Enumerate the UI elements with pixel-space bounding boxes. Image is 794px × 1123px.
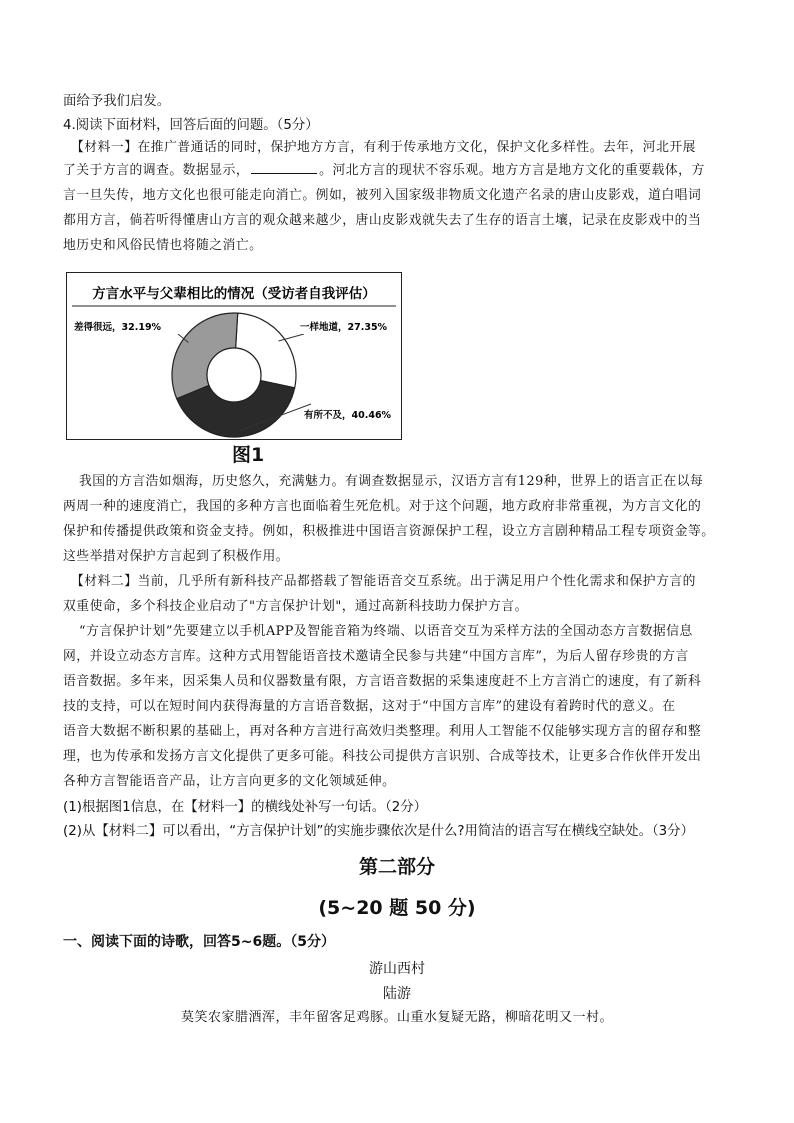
- slice-label-1: 有所不及，40.46%: [304, 410, 392, 421]
- material-1-line-3: 言一旦失传，地方文化也很可能走向消亡。例如，被列入国家级非物质文化遗产名录的唐山皮影戏，道白唱词: [63, 188, 702, 203]
- paragraph-4-line-6: 理，也为传承和发扬方言文化提供了更多可能。科技公司提供方言识别、合成等技术，让更多合作伙伴开发出: [63, 749, 702, 764]
- paragraph-4-line-2: 网，并设立动态方言库。这种方式用智能语音技术邀请全民参与共建“中国方言库”，为后人留存珍贵的方言: [63, 649, 689, 664]
- question-4-heading: 4.阅读下面材料，回答后面的问题。（5分）: [63, 118, 319, 133]
- chart-title: 方言水平与父辈相比的情况（受访者自我评估）: [92, 286, 376, 302]
- material-1-line-2: [63, 161, 705, 181]
- section-1-heading: 一、阅读下面的诗歌，回答5~6题。（5分）: [63, 934, 335, 950]
- continuation-text: 面给予我们启发。: [63, 94, 171, 109]
- paragraph-2-line-4: 这些举措对保护方言起到了积极作用。: [63, 549, 290, 564]
- slice-label-0: 一样地道，27.35%: [300, 322, 388, 333]
- figure-caption: 图1: [232, 444, 265, 466]
- part-2-heading: 第二部分: [358, 856, 435, 878]
- paragraph-4-line-5: 语音大数据不断积累的基础上，再对各种方言进行高效归类整理。利用人工智能不仅能够实现方言的留存和整: [63, 724, 702, 739]
- donut-chart-figure: [66, 272, 402, 440]
- paragraph-4-line-3: 语音数据。多年来，因采集人员和仪器数量有限，方言语音数据的采集速度赶不上方言消亡的速度，有了新科: [63, 674, 702, 689]
- slice-label-2: 差得很远，32.19%: [74, 322, 162, 333]
- paragraph-2-line-2: 两周一种的速度消亡，我国的多种方言也面临着生死危机。对于这个问题，地方政府非常重视，为方言文化的: [63, 499, 702, 514]
- sub-question-2: (2)从【材料二】可以看出，“方言保护计划”的实施步骤依次是什么?用简洁的语言写在横线空缺处。（3分）: [63, 824, 694, 839]
- material-1-line-2-a: 了关于方言的调查。数据显示，: [63, 163, 250, 178]
- paragraph-4-line-1: “方言保护计划”先要建立以手机APP及智能音箱为终端、以语音交互为采样方法的全国动态方言数据信息: [79, 624, 693, 639]
- paragraph-4-line-7: 各种方言智能语音产品，让方言向更多的文化领域延伸。: [63, 774, 396, 789]
- material-1-line-4: 都用方言，倘若听得懂唐山方言的观众越来越少，唐山皮影戏就失去了生存的语言土壤，记录在皮影戏中的当: [63, 213, 702, 228]
- paragraph-2-line-3: 保护和传播提供政策和资金支持。例如，积极推进中国语言资源保护工程，设立方言剧种精品工程专项资金等。: [63, 524, 715, 539]
- material-2-line-1: 【材料二】当前，几乎所有新科技产品都搭载了智能语音交互系统。出于满足用户个性化需求和保护方言的: [71, 574, 696, 589]
- poem-title: 游山西村: [369, 961, 425, 977]
- sub-question-1: (1)根据图1信息，在【材料一】的横线处补写一句话。（2分）: [63, 800, 428, 815]
- poem-author: 陆游: [383, 986, 411, 1002]
- material-2-line-2: 双重使命，多个科技企业启动了"方言保护计划"，通过高新科技助力保护方言。: [63, 599, 528, 614]
- fill-in-blank[interactable]: [251, 161, 317, 174]
- poem-text: 莫笑农家腊酒浑，丰年留客足鸡豚。山重水复疑无路，柳暗花明又一村。: [180, 1010, 613, 1025]
- material-1-line-5: 地历史和风俗民情也将随之消亡。: [63, 238, 263, 253]
- paragraph-2-line-1: 我国的方言浩如烟海，历史悠久，充满魅力。有调查数据显示，汉语方言有129种，世界上的语言正在以每: [79, 474, 704, 489]
- material-1-line-2-b: 。河北方言的现状不容乐观。地方方言是地方文化的重要载体，方: [319, 163, 705, 178]
- donut-hole: [207, 348, 261, 402]
- part-2-subheading: (5~20 题 50 分): [318, 897, 476, 919]
- donut-chart: [66, 272, 402, 440]
- paragraph-4-line-4: 技的支持，可以在短时间内获得海量的方言语音数据，这对于“中国方言库”的建设有着跨时代的意义。在: [63, 699, 676, 714]
- material-1-line-1: 【材料一】在推广普通话的同时，保护地方方言，有利于传承地方文化，保护文化多样性。去年，河北开展: [71, 140, 696, 155]
